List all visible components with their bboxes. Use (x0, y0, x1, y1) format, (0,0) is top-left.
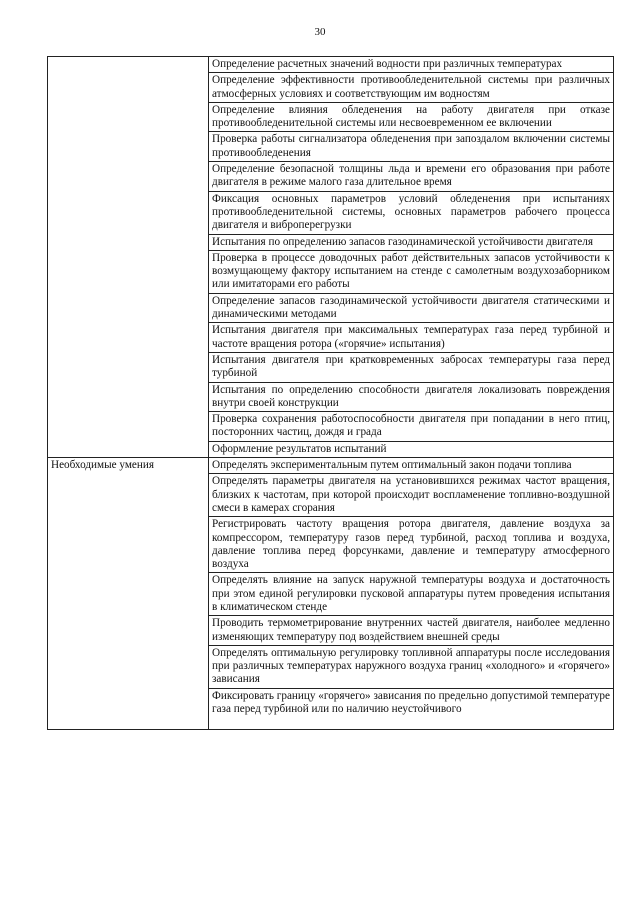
table-cell: Проверка работы сигнализатора обледенения при запоздалом включении системы противообледенения (209, 132, 614, 162)
table-cell-truncated (209, 688, 614, 729)
table-cell: Испытания по определению запасов газодинамической устойчивости двигателя (209, 234, 614, 250)
table-cell: Определение запасов газодинамической устойчивости двигателя статическими и динамическими методами (209, 293, 614, 323)
section-label (48, 57, 209, 458)
competency-table (47, 56, 614, 730)
table-cell: Регистрировать частоту вращения ротора двигателя, давление воздуха за компрессором, температуру газов перед турбиной, расход топлива и воздуха, давление топлива перед форсунками, давление и температуру атмосферного воздуха (209, 517, 614, 573)
table-cell: Испытания по определению способности двигателя локализовать повреждения внутри своей конструкции (209, 382, 614, 412)
table-cell: Оформление результатов испытаний (209, 441, 614, 457)
table-cell: Проводить термометрирование внутренних частей двигателя, наиболее медленно изменяющих температуру под воздействием внешней среды (209, 616, 614, 646)
section-label: Необходимые умения (48, 458, 209, 730)
table-cell: Определение влияния обледенения на работу двигателя при отказе противообледенительной системы или несвоевременном ее включении (209, 102, 614, 132)
table-cell: Испытания двигателя при максимальных температурах газа перед турбиной и частоте вращения ротора («горячие» испытания) (209, 323, 614, 353)
table-cell: Определение эффективности противообледенительной системы при различных атмосферных условиях и соответствующим им водностям (209, 73, 614, 103)
table-cell: Определять экспериментальным путем оптимальный закон подачи топлива (209, 458, 614, 474)
table-cell: Определение безопасной толщины льда и времени его образования при работе двигателя в режиме малого газа длительное время (209, 162, 614, 192)
table-cell: Проверка сохранения работоспособности двигателя при попадании в него птиц, посторонних частиц, дождя и града (209, 412, 614, 442)
table-cell: Определять влияние на запуск наружной температуры воздуха и достаточность при этом единой регулировки пусковой аппаратуры путем проведения испытания в климатическом стенде (209, 573, 614, 616)
table-cell: Фиксация основных параметров условий обледенения при испытаниях противообледенительной системы, основных параметров рабочего процесса двигателя и виброперегрузки (209, 191, 614, 234)
table-row (48, 458, 614, 474)
table-cell: Определение расчетных значений водности при различных температурах (209, 57, 614, 73)
table-cell: Определять оптимальную регулировку топливной аппаратуры после исследования при различных температурах наружного воздуха границ «холодного» и «горячего» зависания (209, 645, 614, 688)
table-cell: Испытания двигателя при кратковременных забросах температуры газа перед турбиной (209, 352, 614, 382)
table-cell: Определять параметры двигателя на установившихся режимах частот вращения, близких к частотам, при которой происходит воспламенение топливно-воздушной смеси в камерах сгорания (209, 474, 614, 517)
table-row (48, 57, 614, 73)
truncated-text: Фиксировать границу «горячего» зависания по предельно допустимой температуре газа перед турбиной или по наличию неустойчивого (212, 689, 610, 716)
page-number: 30 (314, 26, 326, 38)
table-cell: Проверка в процессе доводочных работ действительных запасов устойчивости к возмущающему фактору испытанием на стенде с самолетным воздухозаборником или имитаторами его работы (209, 250, 614, 293)
